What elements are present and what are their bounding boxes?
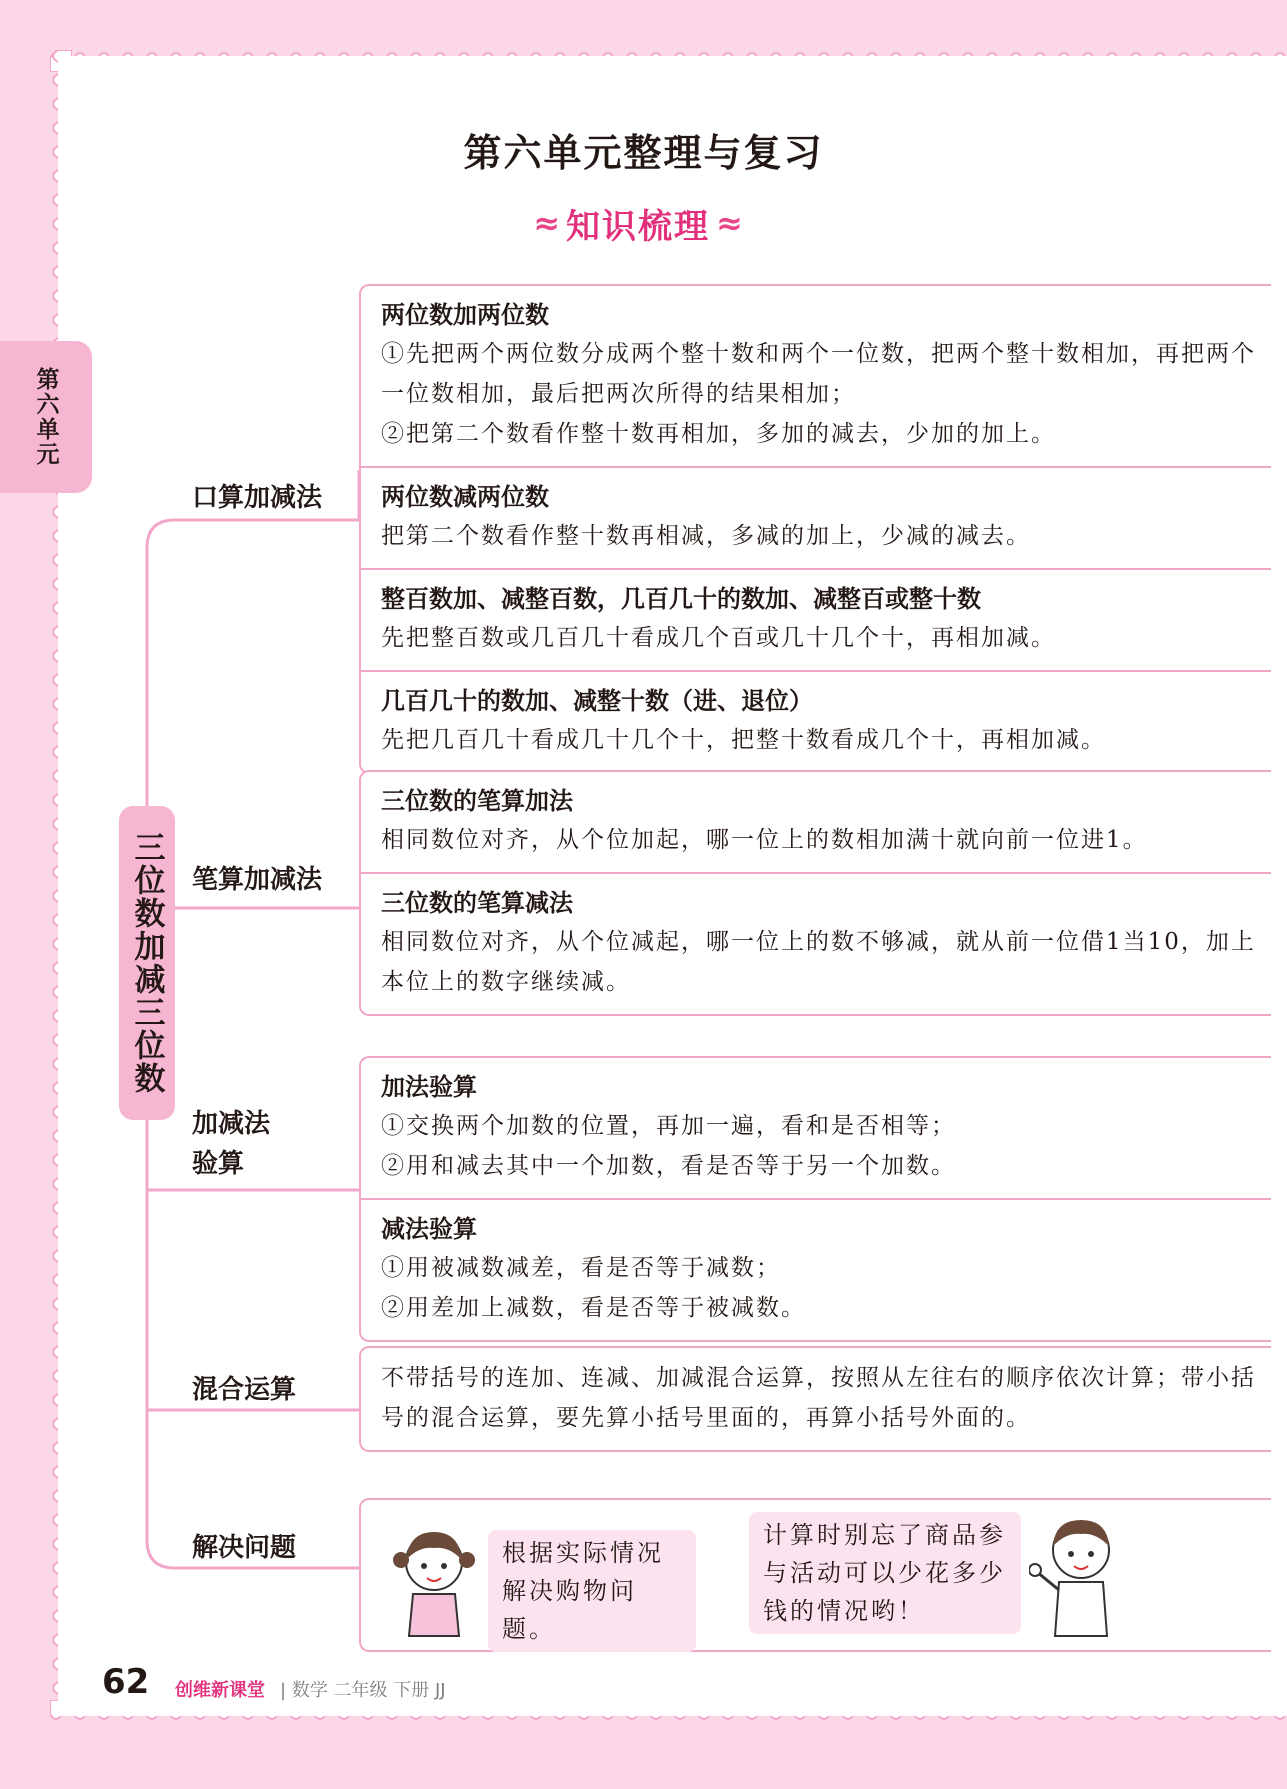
section-body: 相同数位对齐，从个位加起，哪一位上的数相加满十就向前一位进1。 [381,827,1148,853]
section-carry-borrow [361,670,1271,772]
section-body: ①用被减数减差，看是否等于减数； ②用差加上减数，看是否等于被减数。 [381,1255,806,1321]
footer-brand: 创维新课堂 [175,1680,265,1701]
section-title: 两位数加两位数 [381,301,549,329]
section-title: 几百几十的数加、减整十数（进、退位） [381,687,813,715]
section-written-sub [361,872,1271,1014]
section-mixed [361,1348,1271,1450]
written-calc-box [359,770,1271,1016]
branch-oral-calc: 口算加减法 [192,483,323,513]
page-title: 第六单元整理与复习 [463,131,824,175]
section-title: 加法验算 [381,1073,477,1101]
section-title: 三位数的笔算减法 [381,889,573,917]
section-body: ①先把两个两位数分成两个整十数和两个一位数，把两个整十数相加，再把两个一位数相加，最后把两次所得的结果相加； ②把第二个数看作整十数再相加，多加的减去，少加的加上。 [381,341,1256,447]
oral-calc-box [359,284,1271,774]
section-body: 把第二个数看作整十数再相减，多减的加上，少减的减去。 [381,523,1031,549]
section-add-check [361,1058,1271,1198]
branch-solve-problems: 解决问题 [192,1533,297,1563]
unit-side-tab: 第六单元 [0,341,92,493]
main-topic-label: 三位数加减三位数 [119,806,175,1120]
section-title: 整百数加、减整百数，几百几十的数加、减整百或整十数 [381,585,981,613]
page-number: 62 [102,1662,150,1702]
check-box [359,1056,1271,1342]
girl-icon [389,1524,479,1640]
solve-problems-box [359,1498,1271,1652]
section-hundreds-add-sub [361,568,1271,670]
section-body: 先把几百几十看成几十几个十，把整十数看成几个十，再相加减。 [381,727,1106,753]
section-title: 减法验算 [381,1215,477,1243]
wave-right-icon: ≈ [716,204,743,242]
section-two-digit-add [361,286,1271,466]
branch-check-line1: 加减法 [192,1109,271,1139]
footer-info: | 数学 二年级 下册 JJ [280,1680,446,1701]
wave-left-icon: ≈ [533,204,560,242]
boy-speech-bubble: 计算时别忘了商品参与活动可以少花多少钱的情况哟！ [749,1512,1021,1634]
subtitle-text: 知识梳理 [566,206,710,247]
section-body: 先把整百数或几百几十看成几个百或几十几个十，再相加减。 [381,625,1056,651]
mixed-ops-box [359,1346,1271,1452]
section-two-digit-sub [361,466,1271,568]
section-body: 不带括号的连加、连减、加减混合运算，按照从左往右的顺序依次计算；带小括号的混合运算，要先算小括号里面的，再算小括号外面的。 [381,1365,1256,1431]
section-title: 三位数的笔算加法 [381,787,573,815]
section-sub-check [361,1198,1271,1340]
section-written-add [361,772,1271,872]
section-body: 相同数位对齐，从个位减起，哪一位上的数不够减，就从前一位借1当10，加上本位上的数字继续减。 [381,929,1256,995]
branch-mixed-ops: 混合运算 [192,1375,297,1405]
girl-speech-bubble: 根据实际情况解决购物问题。 [488,1530,696,1652]
section-body: ①交换两个加数的位置，再加一遍，看和是否相等； ②用和减去其中一个加数，看是否等于另一个加数。 [381,1113,956,1179]
branch-written-calc: 笔算加减法 [192,865,323,895]
section-title: 两位数减两位数 [381,483,549,511]
boy-icon [1029,1512,1125,1640]
branch-check-line2: 验算 [192,1149,245,1179]
section-subtitle [518,198,758,248]
